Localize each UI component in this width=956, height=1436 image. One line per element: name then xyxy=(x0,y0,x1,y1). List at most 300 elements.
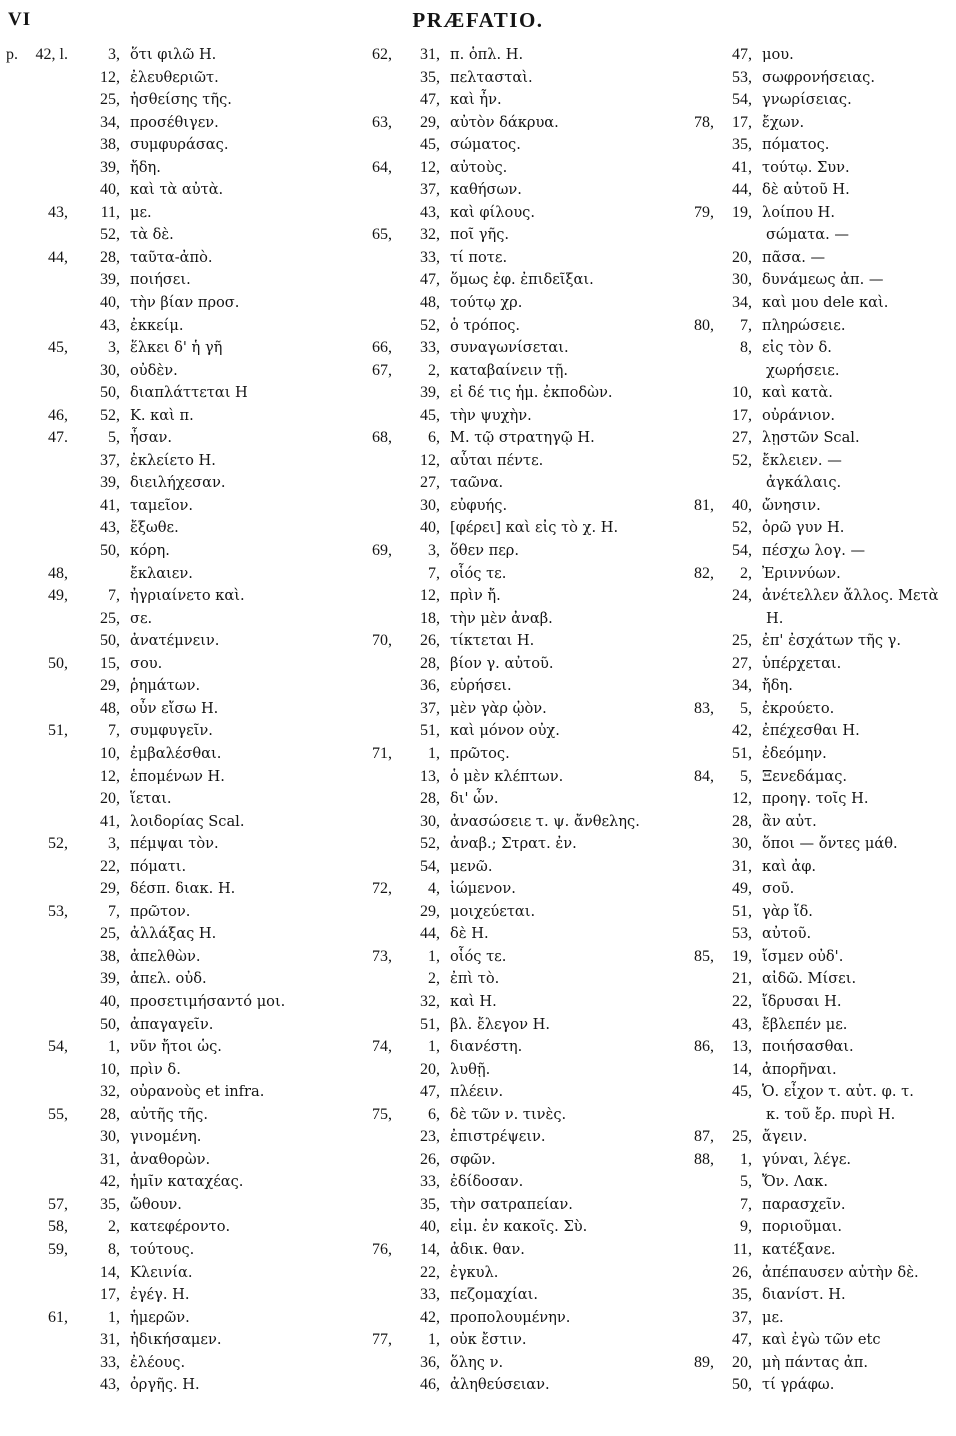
correction-text: ἐπὶ τὸ. xyxy=(450,970,500,988)
line-reference: 30, xyxy=(420,496,440,514)
line-reference: 26, xyxy=(732,1263,752,1281)
correction-text: εὑρήσει. xyxy=(450,677,512,695)
correction-text: ἀνασώσειε τ. ψ. ἄνθελης. xyxy=(450,812,640,830)
line-reference: 48, xyxy=(420,294,440,312)
line-reference: 50, xyxy=(100,384,120,402)
line-reference: 33, xyxy=(420,248,440,266)
correction-text: ἐκκείμ. xyxy=(130,316,184,334)
line-reference: 20, xyxy=(100,790,120,808)
line-reference: 52, xyxy=(100,226,120,244)
correction-text: δὲ Η. xyxy=(450,925,489,943)
correction-text: νῦν ἤτοι ὡς. xyxy=(130,1038,222,1056)
line-reference: 3, xyxy=(108,339,120,357)
correction-text: χωρήσειε. xyxy=(766,361,840,379)
line-reference: 25, xyxy=(732,1128,752,1146)
line-reference: 19, xyxy=(732,947,752,965)
line-reference: 1, xyxy=(428,947,440,965)
line-reference: 27, xyxy=(420,474,440,492)
line-reference: 38, xyxy=(100,947,120,965)
page-reference: 84, xyxy=(694,767,714,785)
line-reference: 40, xyxy=(100,181,120,199)
correction-text: ἀνέτελλεν ἄλλος. Μετὰ xyxy=(762,587,939,605)
page-reference: 42, l. xyxy=(35,46,68,63)
line-reference: 7, xyxy=(428,564,440,582)
correction-text: τί ποτε. xyxy=(450,248,508,266)
line-reference: 49, xyxy=(732,880,752,898)
line-reference: 7, xyxy=(108,587,120,605)
correction-text: πρῶτος. xyxy=(450,744,510,762)
line-reference: 10, xyxy=(100,1060,120,1078)
page-reference: 64, xyxy=(372,158,392,176)
line-reference: 35, xyxy=(420,68,440,86)
line-reference: 53, xyxy=(732,68,752,86)
page-title: PRÆFATIO. xyxy=(412,8,544,32)
line-reference: 28, xyxy=(100,248,120,266)
line-reference: 20, xyxy=(420,1060,440,1078)
correction-text: εἰς τὸν δ. xyxy=(762,339,832,357)
page-header xyxy=(0,6,956,36)
line-reference: 46, xyxy=(420,1376,440,1394)
correction-text: διαπλάττεται Η xyxy=(130,384,248,402)
correction-text: με. xyxy=(130,203,152,221)
line-reference: 29, xyxy=(100,880,120,898)
line-reference: 26, xyxy=(420,1150,440,1168)
correction-text: δι' ὧν. xyxy=(450,790,499,808)
correction-text: οὐκ ἔστιν. xyxy=(450,1331,527,1349)
line-reference: 30, xyxy=(100,1128,120,1146)
correction-text: δέσπ. διακ. Η. xyxy=(130,880,236,898)
line-reference: 41, xyxy=(732,158,752,176)
line-reference: 26, xyxy=(420,632,440,650)
line-reference: 30, xyxy=(732,271,752,289)
line-reference: 22, xyxy=(100,857,120,875)
line-reference: 4, xyxy=(428,880,440,898)
line-reference: 8, xyxy=(108,1240,120,1258)
correction-text: γνωρίσειας. xyxy=(762,91,852,109)
line-reference: 1, xyxy=(740,1150,752,1168)
correction-text: πέσχω λογ. — xyxy=(762,542,866,560)
line-reference: 23, xyxy=(420,1128,440,1146)
line-reference: 50, xyxy=(732,1376,752,1394)
correction-text: ἕλκει δ' ἡ γῆ xyxy=(130,339,223,357)
correction-text: [φέρει] καὶ εἰς τὸ χ. Η. xyxy=(450,519,619,537)
page-reference: 76, xyxy=(372,1240,392,1258)
line-reference: 24, xyxy=(732,587,752,605)
correction-text: τὴν βίαν προσ. xyxy=(130,294,240,312)
page-number: VI xyxy=(8,9,32,30)
line-reference: 12, xyxy=(100,68,120,86)
correction-text: πόματι. xyxy=(130,857,187,875)
line-reference: 1, xyxy=(428,1331,440,1349)
line-reference: 27, xyxy=(732,654,752,672)
line-reference: 2, xyxy=(428,970,440,988)
line-reference: 17, xyxy=(732,113,752,131)
correction-text: Κ. καὶ π. xyxy=(130,406,194,424)
correction-text: ἐπέχεσθαι Η. xyxy=(762,722,860,740)
page-reference: 81, xyxy=(694,496,714,514)
correction-text: μοιχεύεται. xyxy=(450,902,536,920)
correction-text: ἀνατέμνειν. xyxy=(130,632,220,650)
correction-text: καὶ φίλους. xyxy=(450,203,535,221)
correction-text: τούτῳ. Συν. xyxy=(762,158,850,176)
page-reference: 70, xyxy=(372,632,392,650)
correction-text: ἀναθορὼν. xyxy=(130,1150,211,1168)
correction-text: Η. xyxy=(766,609,784,627)
line-reference: 28, xyxy=(420,790,440,808)
correction-text: σε. xyxy=(130,609,153,627)
correction-text: ἐδίδοσαν. xyxy=(450,1173,524,1191)
correction-text: λοίπου Η. xyxy=(762,203,836,221)
line-reference: 29, xyxy=(100,677,120,695)
correction-text: αὐτοῦ. xyxy=(762,925,812,943)
page-reference: 69, xyxy=(372,542,392,560)
line-reference: 12, xyxy=(420,587,440,605)
correction-text: ἔβλεπέν με. xyxy=(762,1015,848,1033)
line-reference: 17, xyxy=(100,1286,120,1304)
correction-text: βίον γ. αὐτοῦ. xyxy=(450,654,554,672)
line-reference: 31, xyxy=(732,857,752,875)
line-reference: 18, xyxy=(420,609,440,627)
correction-text: εἰμ. ἐν κακοῖς. Σὺ. xyxy=(450,1218,588,1236)
line-reference: 25, xyxy=(100,609,120,627)
page-reference: 82, xyxy=(694,564,714,582)
line-reference: 15, xyxy=(100,654,120,672)
correction-text: ὑπέρχεται. xyxy=(762,654,842,672)
correction-text: πρὶν δ. xyxy=(130,1060,181,1078)
correction-text: ἐκρούετο. xyxy=(762,699,835,717)
page-reference: 79, xyxy=(694,203,714,221)
line-reference: 7, xyxy=(740,1195,752,1213)
correction-text: ἂν αὐτ. xyxy=(762,812,817,830)
line-reference: 2, xyxy=(428,361,440,379)
correction-text: ἐλευθεριῶτ. xyxy=(130,68,219,86)
correction-text: ἔξωθε. xyxy=(130,519,179,537)
line-reference: 36, xyxy=(420,1353,440,1371)
correction-text: σφῶν. xyxy=(450,1150,496,1168)
line-reference: 43, xyxy=(100,519,120,537)
correction-text: τίκτεται Η. xyxy=(450,632,535,650)
correction-text: τὰ δὲ. xyxy=(130,226,174,244)
correction-text: κατέξανε. xyxy=(762,1240,836,1258)
correction-text: γινομένη. xyxy=(130,1128,202,1146)
correction-text: συναγωνίσεται. xyxy=(450,339,569,357)
correction-text: οὐρανοὺς et infra. xyxy=(130,1083,265,1101)
line-reference: 5, xyxy=(740,1173,752,1191)
line-reference: 43, xyxy=(420,203,440,221)
line-reference: 14, xyxy=(100,1263,120,1281)
correction-text: πρῶτον. xyxy=(130,902,191,920)
line-reference: 28, xyxy=(420,654,440,672)
correction-text: εἰ δέ τις ἡμ. ἐκποδὼν. xyxy=(450,384,613,402)
correction-text: τούτῳ χρ. xyxy=(450,294,523,312)
correction-text: ἐδεόμην. xyxy=(762,744,827,762)
line-reference: 1, xyxy=(108,1038,120,1056)
line-reference: 40, xyxy=(100,294,120,312)
line-reference: 54, xyxy=(732,542,752,560)
line-reference: 34, xyxy=(732,677,752,695)
correction-text: προσέθιγεν. xyxy=(130,113,219,131)
correction-text: ἵεται. xyxy=(130,790,172,808)
line-reference: 2, xyxy=(108,1218,120,1236)
correction-text: ἠγριαίνετο καὶ. xyxy=(130,587,245,605)
correction-text: καὶ κατὰ. xyxy=(762,384,833,402)
line-reference: 5, xyxy=(740,767,752,785)
correction-text: τί γράφω. xyxy=(762,1376,835,1394)
correction-text: ἀναβ.; Στρατ. ἐν. xyxy=(450,835,577,853)
line-reference: 37, xyxy=(420,181,440,199)
correction-text: ποιήσει. xyxy=(130,271,191,289)
line-reference: 50, xyxy=(100,632,120,650)
line-reference: 47, xyxy=(420,271,440,289)
correction-text: οὐδὲν. xyxy=(130,361,178,379)
line-reference: 33, xyxy=(420,1286,440,1304)
correction-text: τὴν σατραπείαν. xyxy=(450,1195,573,1213)
line-reference: 50, xyxy=(100,1015,120,1033)
correction-text: σωφρονήσειας. xyxy=(762,68,875,86)
line-reference: 25, xyxy=(100,91,120,109)
page-reference: 83, xyxy=(694,699,714,717)
page-reference: 55, xyxy=(48,1105,68,1123)
line-reference: 37, xyxy=(420,699,440,717)
correction-text: λῃστῶν Scal. xyxy=(762,429,860,447)
line-reference: 8, xyxy=(740,339,752,357)
correction-text: ὤθουν. xyxy=(130,1195,182,1213)
correction-text: ἐμβαλέσθαι. xyxy=(130,744,222,762)
correction-text: κ. τοῦ ἔρ. πυρὶ Η. xyxy=(766,1105,896,1123)
line-reference: 35, xyxy=(420,1195,440,1213)
line-reference: 28, xyxy=(732,812,752,830)
line-reference: 5, xyxy=(740,699,752,717)
line-reference: 50, xyxy=(100,542,120,560)
line-reference: 12, xyxy=(732,790,752,808)
page-reference: 89, xyxy=(694,1353,714,1371)
correction-text: ὁρῶ γυν Η. xyxy=(762,519,845,537)
page-reference: 86, xyxy=(694,1038,714,1056)
line-reference: 34, xyxy=(732,294,752,312)
line-reference: 27, xyxy=(732,429,752,447)
correction-text: ἦσαν. xyxy=(130,429,173,447)
line-reference: 1, xyxy=(428,1038,440,1056)
page-reference: 73, xyxy=(372,947,392,965)
correction-text: γύναι, λέγε. xyxy=(762,1150,852,1168)
page-reference: 68, xyxy=(372,429,392,447)
correction-text: εὐφυής. xyxy=(450,496,508,514)
correction-text: τὴν ψυχὴν. xyxy=(450,406,532,424)
line-reference: 12, xyxy=(420,451,440,469)
correction-text: με. xyxy=(762,1308,784,1326)
correction-text: αὗται πέντε. xyxy=(450,451,544,469)
line-reference: 41, xyxy=(100,496,120,514)
page-reference: 47. xyxy=(48,429,68,447)
correction-text: ἀπέπαυσεν αὐτὴν δὲ. xyxy=(762,1263,919,1281)
correction-text: συμφυράσας. xyxy=(130,136,229,154)
line-reference: 25, xyxy=(732,632,752,650)
correction-text: ποριοῦμαι. xyxy=(762,1218,843,1236)
line-reference: 35, xyxy=(100,1195,120,1213)
correction-text: πεζομαχίαι. xyxy=(450,1286,538,1304)
correction-text: αὐτῆς τῆς. xyxy=(130,1105,208,1123)
line-reference: 35, xyxy=(732,1286,752,1304)
correction-text: ἐπ' ἐσχάτων τῆς γ. xyxy=(762,632,902,650)
correction-text: ὅθεν περ. xyxy=(450,542,520,560)
correction-text: καθήσων. xyxy=(450,181,522,199)
line-reference: 37, xyxy=(100,451,120,469)
line-reference: 30, xyxy=(100,361,120,379)
line-reference: 30, xyxy=(420,812,440,830)
correction-text: βλ. ἔλεγον Η. xyxy=(450,1015,550,1033)
page-reference: 63, xyxy=(372,113,392,131)
correction-text: διανίστ. Η. xyxy=(762,1286,846,1304)
correction-text: καὶ μου dele καὶ. xyxy=(762,294,889,312)
page-reference: 53, xyxy=(48,902,68,920)
correction-text: οὖν εἴσω Η. xyxy=(130,699,219,717)
correction-text: ἰώμενον. xyxy=(450,880,516,898)
correction-text: οἷός τε. xyxy=(450,564,507,582)
page-reference: 51, xyxy=(48,722,68,740)
line-reference: 3, xyxy=(108,46,120,63)
correction-text: πόματος. xyxy=(762,136,830,154)
page-reference: 46, xyxy=(48,406,68,424)
correction-text: καταβαίνειν τῇ. xyxy=(450,361,569,379)
line-reference: 47, xyxy=(732,46,752,63)
line-reference: 9, xyxy=(740,1218,752,1236)
correction-text: δυνάμεως ἀπ. — xyxy=(762,271,884,289)
correction-text: ἔκλειεν. — xyxy=(762,451,842,469)
correction-text: ἀπελ. οὐδ. xyxy=(130,970,207,988)
correction-text: ἤδη. xyxy=(762,677,793,695)
page-reference: 74, xyxy=(372,1038,392,1056)
correction-text: λυθῇ. xyxy=(450,1060,491,1078)
line-reference: 47, xyxy=(420,91,440,109)
correction-text: ἀληθεύσειαν. xyxy=(450,1376,550,1394)
line-reference: 40, xyxy=(732,496,752,514)
correction-text: ῥημάτων. xyxy=(130,677,201,695)
line-reference: 1, xyxy=(108,1308,120,1326)
correction-text: ὀργῆς. Η. xyxy=(130,1376,200,1394)
page-reference: 49, xyxy=(48,587,68,605)
line-reference: 42, xyxy=(420,1308,440,1326)
correction-text: καὶ τὰ αὐτὰ. xyxy=(130,181,224,199)
correction-text: πελτασταὶ. xyxy=(450,68,533,86)
correction-text: ἀπελθὼν. xyxy=(130,947,201,965)
line-reference: 6, xyxy=(428,429,440,447)
line-reference: 43, xyxy=(100,316,120,334)
page-reference: 88, xyxy=(694,1150,714,1168)
page-reference: 48, xyxy=(48,564,68,582)
line-reference: 52, xyxy=(732,519,752,537)
line-reference: 13, xyxy=(732,1038,752,1056)
line-reference: 52, xyxy=(732,451,752,469)
page-reference: 72, xyxy=(372,880,392,898)
correction-text: πᾶσα. — xyxy=(762,248,826,266)
correction-text: καὶ Η. xyxy=(450,992,497,1010)
page-reference: 45, xyxy=(48,339,68,357)
line-reference: 10, xyxy=(732,384,752,402)
correction-text: ἐγκυλ. xyxy=(450,1263,499,1281)
line-reference: 51, xyxy=(732,902,752,920)
line-reference: 7, xyxy=(108,902,120,920)
correction-text: σοῦ. xyxy=(762,880,795,898)
correction-text: ἐπιστρέψειν. xyxy=(450,1128,546,1146)
correction-text: ὅτι φιλῶ Η. xyxy=(130,46,217,63)
correction-text: ἔχων. xyxy=(762,113,805,131)
line-reference: 39, xyxy=(100,158,120,176)
page-reference: 58, xyxy=(48,1218,68,1236)
correction-text: ἴδρυσαι Η. xyxy=(762,992,842,1010)
line-reference: 17, xyxy=(732,406,752,424)
line-reference: 1, xyxy=(428,744,440,762)
line-reference: 33, xyxy=(420,339,440,357)
page-reference: 61, xyxy=(48,1308,68,1326)
page-reference: 85, xyxy=(694,947,714,965)
page-reference: 66, xyxy=(372,339,392,357)
line-reference: 38, xyxy=(100,136,120,154)
line-reference: 11, xyxy=(732,1240,752,1258)
line-reference: 43, xyxy=(100,1376,120,1394)
page-reference: 78, xyxy=(694,113,714,131)
line-reference: 14, xyxy=(732,1060,752,1078)
line-reference: 22, xyxy=(732,992,752,1010)
line-reference: 13, xyxy=(420,767,440,785)
line-reference: 44, xyxy=(420,925,440,943)
line-reference: 6, xyxy=(428,1105,440,1123)
line-reference: 20, xyxy=(732,1353,752,1371)
line-reference: 47, xyxy=(420,1083,440,1101)
correction-text: μενῶ. xyxy=(450,857,493,875)
line-reference: 3, xyxy=(108,835,120,853)
correction-text: ἡμερῶν. xyxy=(130,1308,190,1326)
page-reference: 80, xyxy=(694,316,714,334)
correction-text: διανέστη. xyxy=(450,1038,523,1056)
line-reference: 42, xyxy=(732,722,752,740)
line-reference: 34, xyxy=(100,113,120,131)
line-reference: 52, xyxy=(420,316,440,334)
correction-text: ὁ τρόπος. xyxy=(450,316,521,334)
line-reference: 33, xyxy=(100,1353,120,1371)
line-reference: 29, xyxy=(420,113,440,131)
correction-text: ἐγέγ. Η. xyxy=(130,1286,190,1304)
line-reference: 30, xyxy=(732,835,752,853)
correction-text: ὤνησιν. xyxy=(762,496,821,514)
correction-text: σου. xyxy=(130,654,163,672)
correction-text: σώματα. — xyxy=(766,226,850,244)
page-reference: 71, xyxy=(372,744,392,762)
correction-text: ἡμῖν καταχέας. xyxy=(130,1173,244,1191)
correction-text: μου. xyxy=(762,46,794,63)
page-reference: 44, xyxy=(48,248,68,266)
correction-text: ἠσθείσης τῆς. xyxy=(130,91,232,109)
correction-text: συμφυγεῖν. xyxy=(130,722,213,740)
correction-text: ὅμως ἐφ. ἐπιδεῖξαι. xyxy=(450,271,594,289)
correction-text: προσετιμήσαντό μοι. xyxy=(130,992,286,1010)
correction-text: δὲ τῶν ν. τινὲς. xyxy=(450,1105,567,1123)
page-reference: 43, xyxy=(48,203,68,221)
correction-text: μὲν γὰρ ᾠὸν. xyxy=(450,699,547,717)
correction-text: Κλεινία. xyxy=(130,1263,193,1281)
correction-text: αὐτὸν δάκρυα. xyxy=(450,113,559,131)
correction-text: καὶ μόνον οὐχ. xyxy=(450,722,560,740)
correction-text: ἐλέους. xyxy=(130,1353,186,1371)
correction-text: καὶ ἦν. xyxy=(450,91,502,109)
line-reference: 22, xyxy=(420,1263,440,1281)
correction-text: ταῶνα. xyxy=(450,474,504,492)
line-reference: 39, xyxy=(100,271,120,289)
line-reference: 31, xyxy=(420,46,440,63)
correction-text: ταμεῖον. xyxy=(130,496,193,514)
correction-text: οὐράνιον. xyxy=(762,406,835,424)
correction-text: ὅλης ν. xyxy=(450,1353,504,1371)
page-reference: 57, xyxy=(48,1195,68,1213)
